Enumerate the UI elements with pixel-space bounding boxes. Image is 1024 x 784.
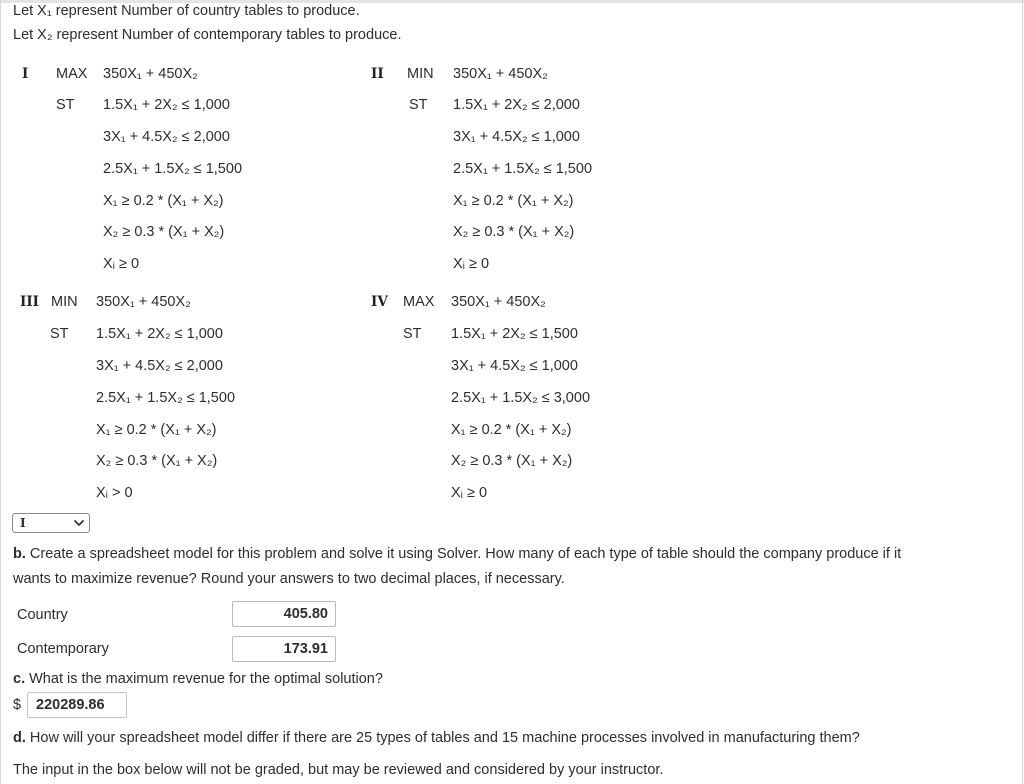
model-1-constraint: Xᵢ ≥ 0 bbox=[103, 256, 140, 272]
model-3-constraint: Xᵢ > 0 bbox=[96, 485, 133, 501]
model-1-constraint: 1.5X₁ + 2X₂ ≤ 1,000 bbox=[103, 97, 230, 113]
model-3-constraint: X₂ ≥ 0.3 * (X₁ + X₂) bbox=[96, 453, 218, 469]
chevron-down-icon bbox=[73, 517, 85, 529]
model-2-numeral: II bbox=[371, 66, 384, 82]
model-4-constraint: Xᵢ ≥ 0 bbox=[451, 485, 488, 501]
model-select-dropdown[interactable] bbox=[12, 513, 90, 533]
panel-right-border bbox=[1022, 0, 1023, 784]
question-b-letter: b. bbox=[13, 546, 26, 562]
model-1-constraint: 2.5X₁ + 1.5X₂ ≤ 1,500 bbox=[103, 161, 243, 177]
model-4-numeral: IV bbox=[371, 294, 388, 310]
model-4-constraint: 3X₁ + 4.5X₂ ≤ 1,000 bbox=[451, 358, 578, 374]
model-3-numeral: III bbox=[20, 294, 39, 310]
question-b-text-1: Create a spreadsheet model for this problem and solve it using Solver. How many of each type of table should the company produce if it bbox=[29, 546, 902, 562]
model-3-constraint: 2.5X₁ + 1.5X₂ ≤ 1,500 bbox=[96, 390, 236, 406]
model-1-st: ST bbox=[56, 97, 75, 113]
model-2-st: ST bbox=[409, 97, 428, 113]
question-b-text-2: wants to maximize revenue? Round your answers to two decimal places, if necessary. bbox=[13, 571, 565, 587]
model-2-constraint: X₂ ≥ 0.3 * (X₁ + X₂) bbox=[453, 224, 575, 240]
contemporary-input[interactable]: 173.91 bbox=[232, 636, 336, 662]
question-d-line bbox=[13, 729, 860, 747]
model-2-constraint: Xᵢ ≥ 0 bbox=[453, 256, 490, 272]
model-4-constraint: 1.5X₁ + 2X₂ ≤ 1,500 bbox=[451, 326, 578, 342]
question-d-note: The input in the box below will not be graded, but may be reviewed and considered by your instructor. bbox=[13, 762, 664, 778]
model-4-constraint: X₁ ≥ 0.2 * (X₁ + X₂) bbox=[451, 422, 572, 438]
country-input[interactable]: 405.80 bbox=[232, 601, 336, 627]
country-label: Country bbox=[17, 607, 68, 623]
model-4-constraint: 2.5X₁ + 1.5X₂ ≤ 3,000 bbox=[451, 390, 591, 406]
intro-line-2: Let X₂ represent Number of contemporary tables to produce. bbox=[13, 27, 402, 43]
model-4-objective: MAX bbox=[403, 294, 435, 310]
model-4-constraint: X₂ ≥ 0.3 * (X₁ + X₂) bbox=[451, 453, 573, 469]
model-1-numeral: I bbox=[22, 66, 29, 82]
model-2-constraint: 3X₁ + 4.5X₂ ≤ 1,000 bbox=[453, 129, 580, 145]
model-3-objective-expr: 350X₁ + 450X₂ bbox=[96, 294, 191, 310]
model-1-constraint: X₁ ≥ 0.2 * (X₁ + X₂) bbox=[103, 193, 224, 209]
contemporary-label: Contemporary bbox=[17, 641, 109, 657]
question-d-text: How will your spreadsheet model differ if there are 25 types of tables and 15 machine processes involved in manufacturing them? bbox=[29, 730, 860, 746]
model-2-objective: MIN bbox=[407, 66, 434, 82]
model-4-st: ST bbox=[403, 326, 422, 342]
question-c-text: What is the maximum revenue for the optimal solution? bbox=[29, 671, 383, 687]
max-revenue-input[interactable]: 220289.86 bbox=[27, 692, 127, 718]
model-1-constraint: X₂ ≥ 0.3 * (X₁ + X₂) bbox=[103, 224, 225, 240]
model-3-constraint: X₁ ≥ 0.2 * (X₁ + X₂) bbox=[96, 422, 217, 438]
panel-left-border bbox=[0, 0, 1, 784]
model-select-value: I bbox=[20, 516, 26, 530]
model-2-constraint: 2.5X₁ + 1.5X₂ ≤ 1,500 bbox=[453, 161, 593, 177]
question-b-line-1 bbox=[13, 545, 901, 563]
model-3-constraint: 3X₁ + 4.5X₂ ≤ 2,000 bbox=[96, 358, 223, 374]
model-2-constraint: X₁ ≥ 0.2 * (X₁ + X₂) bbox=[453, 193, 574, 209]
model-1-objective: MAX bbox=[56, 66, 88, 82]
intro-line-1: Let X₁ represent Number of country tables to produce. bbox=[13, 3, 360, 19]
model-3-objective: MIN bbox=[51, 294, 78, 310]
model-3-constraint: 1.5X₁ + 2X₂ ≤ 1,000 bbox=[96, 326, 223, 342]
question-c-line bbox=[13, 670, 383, 688]
model-3-st: ST bbox=[50, 326, 69, 342]
model-1-constraint: 3X₁ + 4.5X₂ ≤ 2,000 bbox=[103, 129, 230, 145]
question-c-letter: c. bbox=[13, 671, 26, 687]
currency-symbol: $ bbox=[13, 697, 22, 713]
question-d-letter: d. bbox=[13, 730, 26, 746]
model-1-objective-expr: 350X₁ + 450X₂ bbox=[103, 66, 198, 82]
model-2-constraint: 1.5X₁ + 2X₂ ≤ 2,000 bbox=[453, 97, 580, 113]
model-4-objective-expr: 350X₁ + 450X₂ bbox=[451, 294, 546, 310]
model-2-objective-expr: 350X₁ + 450X₂ bbox=[453, 66, 548, 82]
